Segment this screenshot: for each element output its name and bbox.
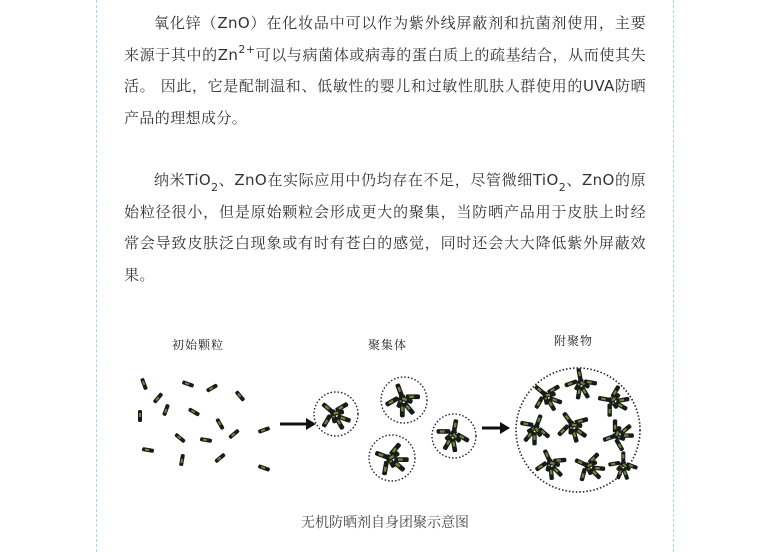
arrow-icon — [482, 422, 510, 434]
aggregation-diagram — [124, 326, 654, 506]
paragraph-zno — [124, 8, 646, 134]
paragraph-text: 氧化锌（ZnO）在化妆品中可以作为紫外线屏蔽剂和抗菌剂使用，主要来源于其中的Zn — [124, 14, 646, 64]
right-border — [673, 0, 674, 552]
paragraph-text: 可以与病菌体或病毒的蛋白质上的疏基结合，从而使其失活。 因此，它是配制温和、低敏性的婴儿和过敏性肌肤人群使用的UVA防晒产品的理想成分。 — [124, 45, 646, 127]
aggregation-figure — [124, 326, 654, 506]
paragraph-text: 纳米TiO — [154, 171, 212, 189]
superscript: 2+ — [238, 42, 256, 56]
arrow-icon — [280, 418, 316, 430]
label-primary-particles: 初始颗粒 — [172, 338, 225, 352]
agglomerate — [516, 366, 641, 492]
subscript: 2 — [558, 181, 567, 194]
article-body — [124, 8, 646, 291]
left-border — [96, 0, 97, 552]
paragraph-nano — [124, 165, 646, 291]
aggregates — [314, 377, 476, 481]
primary-particles — [138, 378, 270, 472]
subscript: 2 — [211, 181, 219, 194]
paragraph-text: 、ZnO在实际应用中仍均存在不足，尽管微细TiO — [218, 171, 559, 189]
label-agglomerate: 附聚物 — [554, 334, 594, 348]
figure-caption: 无机防晒剂自身团聚示意图 — [301, 515, 469, 531]
label-aggregate: 聚集体 — [368, 338, 408, 352]
paragraph-text: 、ZnO的原始粒径很小，但是原始颗粒会形成更大的聚集，当防晒产品用于皮肤上时经常会导致皮肤泛白现象或有时有苍白的感觉，同时还会大大降低紫外屏蔽效果。 — [124, 171, 646, 284]
